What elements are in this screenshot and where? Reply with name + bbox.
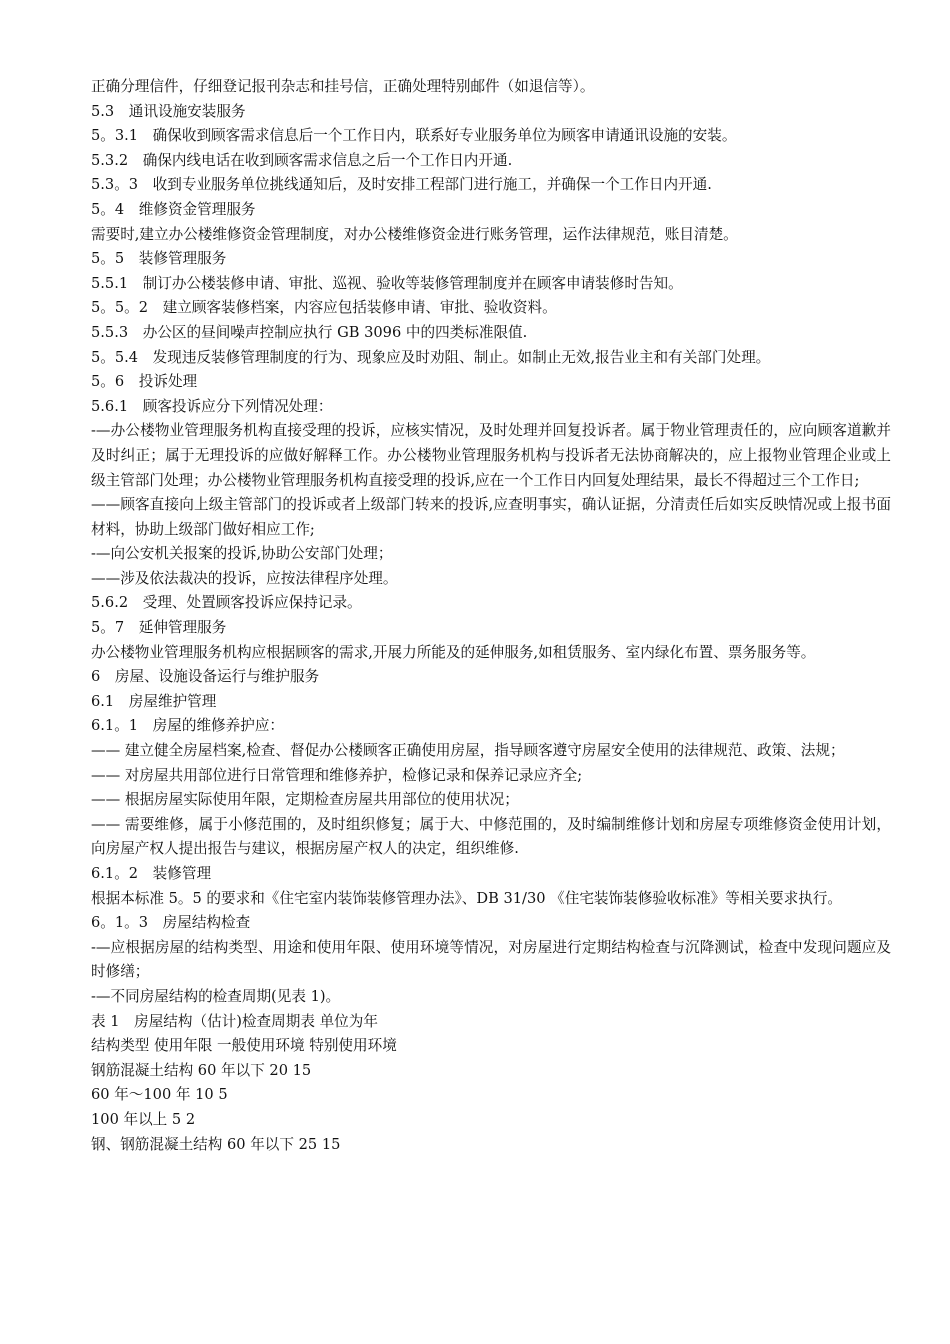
table-row: 100 年以上 5 2 xyxy=(91,1110,196,1128)
text-line: 5。5.4 发现违反装修管理制度的行为、现象应及时劝阻、制止。如制止无效,报告业主和有关部门处理。 xyxy=(91,348,771,366)
paragraph: —— 建立健全房屋档案,检查、督促办公楼顾客正确使用房屋，指导顾客遵守房屋安全使用的法律规范、政策、法规； xyxy=(91,742,845,760)
text-line: 5.5.1 制订办公楼装修申请、审批、巡视、验收等装修管理制度并在顾客申请装修时告知。 xyxy=(91,274,683,292)
text-line: 5.3.2 确保内线电话在收到顾客需求信息之后一个工作日内开通. xyxy=(91,151,513,169)
table-caption: 表 1 房屋结构（估计)检查周期表 单位为年 xyxy=(91,1012,378,1030)
text-line: 正确分理信件，仔细登记报刊杂志和挂号信，正确处理特别邮件（如退信等）。 xyxy=(91,78,595,95)
paragraph: 办公楼物业管理服务机构应根据顾客的需求,开展力所能及的延伸服务,如租赁服务、室内绿化布置、票务服务等。 xyxy=(91,643,816,661)
text-line: 5.6.2 受理、处置顾客投诉应保持记录。 xyxy=(91,594,362,612)
paragraph: 根据本标准 5。5 的要求和《住宅室内装饰装修管理办法》、DB 31/30 《住宅装饰装修验收标准》等相关要求执行。 xyxy=(91,889,843,907)
chapter-heading: 6 房屋、设施设备运行与维护服务 xyxy=(91,668,320,686)
text-line: -—不同房屋结构的检查周期(见表 1)。 xyxy=(91,987,341,1005)
text-line: -—向公安机关报案的投诉,协助公安部门处理； xyxy=(91,545,393,563)
section-heading: 5。4 维修资金管理服务 xyxy=(91,200,256,218)
paragraph: ——顾客直接向上级主管部门的投诉或者上级部门转来的投诉,应查明事实，确认证据，分清责任后如实反映情况或上报书面材料，协助上级部门做好相应工作; xyxy=(91,496,891,538)
paragraph: —— 需要维修，属于小修范围的，及时组织修复；属于大、中修范围的，及时编制维修计划和房屋专项维修资金使用计划，向房屋产权人提出报告与建议，根据房屋产权人的决定，组织维修. xyxy=(91,815,891,858)
table-row: 60 年～100 年 10 5 xyxy=(91,1086,228,1104)
paragraph: -—应根据房屋的结构类型、用途和使用年限、使用环境等情况，对房屋进行定期结构检查与沉降测试，检查中发现问题应及时修缮； xyxy=(91,938,891,981)
section-heading: 5。5 装修管理服务 xyxy=(91,250,227,268)
paragraph: -—办公楼物业管理服务机构直接受理的投诉，应核实情况，及时处理并回复投诉者。属于物业管理责任的，应向顾客道歉并及时纠正；属于无理投诉的应做好解释工作。办公楼物业管理服务机构与投诉者无法协商解决的，应上报物业管理企业或上级主管部门处理；办公楼物业管理服务机构直接受理的投诉,应在一个工作日内回复处理结果，最长不得超过三个工作日; xyxy=(91,422,891,489)
text-line: 6.1。1 房屋的维修养护应： xyxy=(91,717,285,735)
text-line: 5.5.3 办公区的昼间噪声控制应执行 GB 3096 中的四类标准限值. xyxy=(91,323,528,341)
section-heading: 6.1。2 装修管理 xyxy=(91,865,212,882)
text-line: 5。3.1 确保收到顾客需求信息后一个工作日内，联系好专业服务单位为顾客申请通讯设施的安装。 xyxy=(91,127,737,145)
table-row: 钢、钢筋混凝土结构 60 年以下 25 15 xyxy=(91,1135,341,1153)
document-page xyxy=(91,75,891,1157)
text-line: 需要时,建立办公楼维修资金管理制度，对办公楼维修资金进行账务管理，运作法律规范，账目清楚。 xyxy=(91,225,738,243)
text-line: 5。5。2 建立顾客装修档案，内容应包括装修申请、审批、验收资料。 xyxy=(91,299,557,317)
text-line: ——涉及依法裁决的投诉，应按法律程序处理。 xyxy=(91,569,398,587)
section-heading: 5.3 通讯设施安装服务 xyxy=(91,102,246,120)
table-header-row: 结构类型 使用年限 一般使用环境 特别使用环境 xyxy=(91,1037,397,1055)
text-line: —— 对房屋共用部位进行日常管理和维修养护，检修记录和保养记录应齐全; xyxy=(91,766,583,784)
section-heading: 5。6 投诉处理 xyxy=(91,373,198,391)
text-line: —— 根据房屋实际使用年限，定期检查房屋共用部位的使用状况； xyxy=(91,791,519,809)
text-line: 5.3。3 收到专业服务单位挑线通知后，及时安排工程部门进行施工，并确保一个工作日内开通. xyxy=(91,176,712,194)
text-line: 5.6.1 顾客投诉应分下列情况处理： xyxy=(91,397,333,415)
table-row: 钢筋混凝土结构 60 年以下 20 15 xyxy=(91,1061,312,1079)
section-heading: 6.1 房屋维护管理 xyxy=(91,692,217,710)
section-heading: 5。7 延伸管理服务 xyxy=(91,619,227,637)
section-heading: 6。1。3 房屋结构检查 xyxy=(91,914,251,932)
